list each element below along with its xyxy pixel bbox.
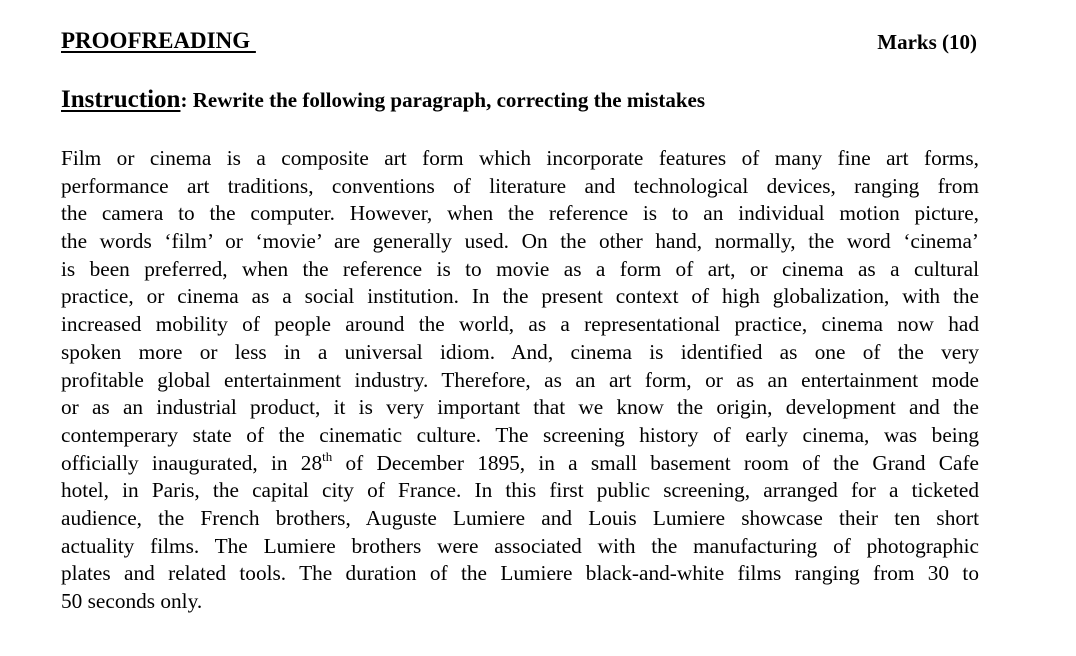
paragraph-line: hotel, in Paris, the capital city of France. In this first public screening, arranged for a ticketed bbox=[61, 478, 979, 503]
instruction-separator: : bbox=[180, 88, 193, 112]
paragraph-line: the camera to the computer. However, when the reference is to an individual motion picture, bbox=[61, 201, 979, 226]
paragraph-line: performance art traditions, conventions of literature and technological devices, ranging from bbox=[61, 173, 979, 198]
instruction-label: Instruction bbox=[61, 86, 181, 113]
paragraph-line: or as an industrial product, it is very important that we know the origin, development and the bbox=[61, 395, 979, 420]
paragraph-line: practice, or cinema as a social institution. In the present context of high globalization, with the bbox=[61, 284, 979, 309]
paragraph-line: audience, the French brothers, Auguste Lumiere and Louis Lumiere showcase their ten short bbox=[61, 505, 979, 530]
paragraph-line: plates and related tools. The duration of the Lumiere black-and-white films ranging from 30 to bbox=[61, 561, 979, 586]
date-text-before: officially inaugurated, in 28 bbox=[61, 450, 323, 475]
proofreading-paragraph bbox=[61, 145, 979, 616]
paragraph-line: spoken more or less in a universal idiom. And, cinema is identified as one of the very bbox=[61, 339, 979, 364]
ordinal-superscript: th bbox=[322, 449, 333, 464]
instruction-text: Rewrite the following paragraph, correcting the mistakes bbox=[192, 88, 705, 112]
marks-label: Marks (10) bbox=[877, 30, 977, 54]
paragraph-line: 50 seconds only. bbox=[61, 589, 203, 613]
paragraph-line: actuality films. The Lumiere brothers were associated with the manufacturing of photographic bbox=[61, 533, 979, 558]
paragraph-line: profitable global entertainment industry. Therefore, as an art form, or as an entertainment mode bbox=[61, 367, 979, 392]
paragraph-line: the words ‘film’ or ‘movie’ are generally used. On the other hand, normally, the word ‘cinema’ bbox=[61, 229, 979, 254]
paragraph-line: increased mobility of people around the world, as a representational practice, cinema now had bbox=[61, 312, 979, 337]
paragraph-line-date bbox=[61, 450, 979, 478]
header-row bbox=[61, 26, 977, 58]
date-text-after: of December 1895, in a small basement room of the Grand Cafe bbox=[332, 450, 979, 475]
instruction-row bbox=[61, 86, 977, 120]
section-title: PROOFREADING bbox=[61, 28, 256, 53]
paragraph-line: is been preferred, when the reference is to movie as a form of art, or cinema as a cultural bbox=[61, 256, 979, 281]
paragraph-line: Film or cinema is a composite art form which incorporate features of many fine art forms, bbox=[61, 146, 979, 170]
paragraph-line: contemperary state of the cinematic culture. The screening history of early cinema, was being bbox=[61, 422, 979, 447]
